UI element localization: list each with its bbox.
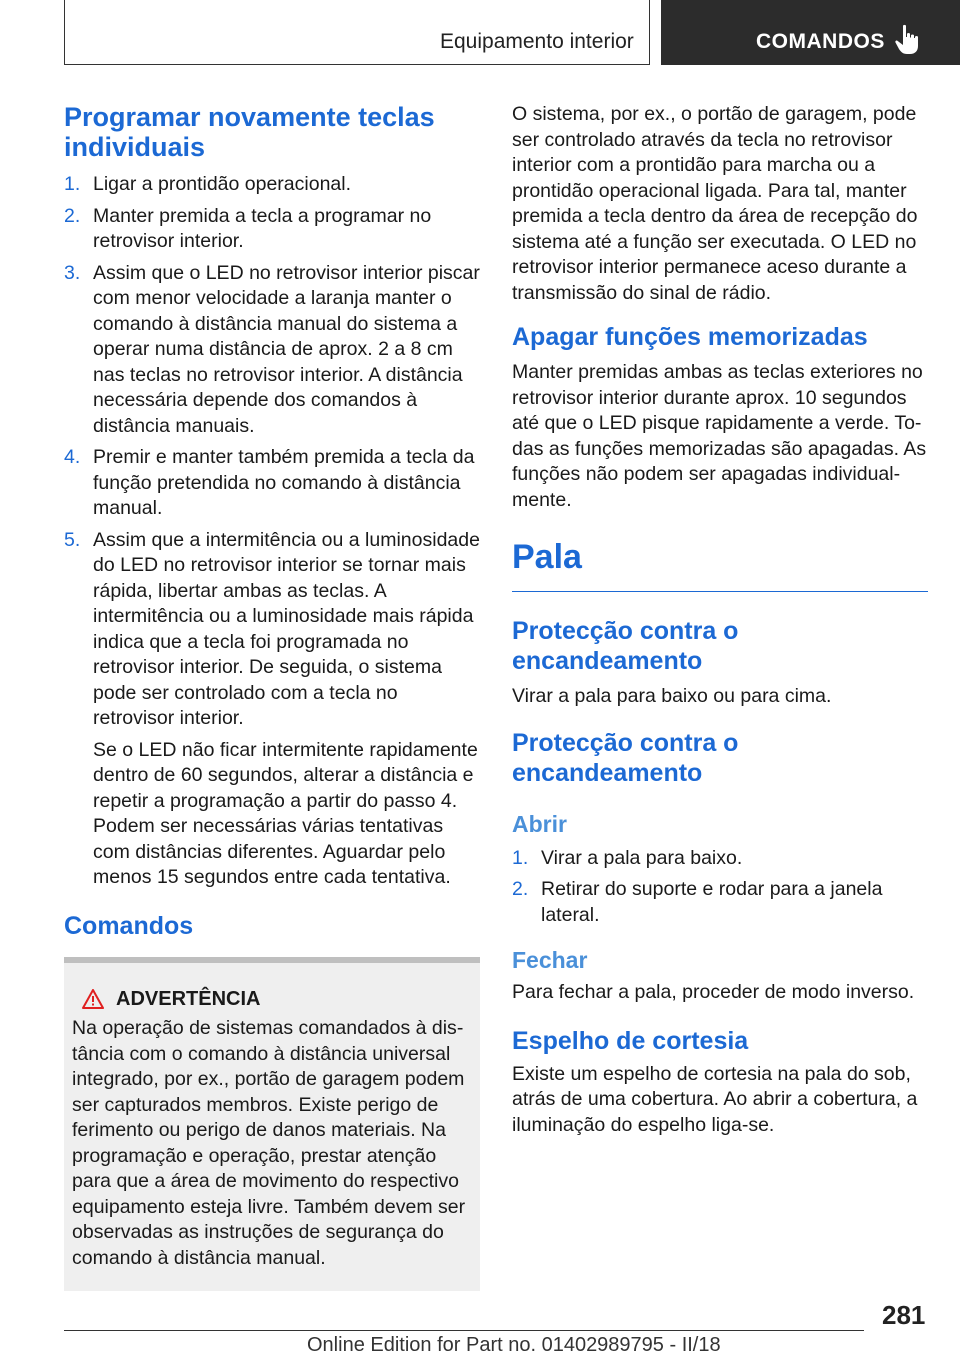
glare-protection-heading: Protecção contra o encandeamento [512,617,739,675]
step-number: 2. [64,204,81,227]
step-text: Ligar a prontidão operacional. [93,173,352,195]
header-chapter-label: COMANDOS [756,30,885,53]
glare-protection-heading-2: Protecção contra o encandeamento [512,728,739,787]
list-item [64,261,480,440]
pala-divider [512,591,928,592]
pala-heading: Pala [512,538,582,576]
warning-box [64,957,480,1292]
footer-divider [64,1330,864,1331]
warning-text: Na operação de sistemas comandados à distância com o comando à distância universal integrado, por ex., portão de garagem podem ser capturados membros. Existe perigo de ferimento ou perigo de danos materiais. Na programação e operação, prestar atenção para que a área de movimento do respectivo equipamento esteja livre. Também devem ser observadas as instruções de segurança do comando à distância manual. [72,1017,466,1269]
warning-header [82,987,470,1013]
close-heading: Fechar [512,947,588,973]
step-text: Premir e manter também premida a tecla da função pretendida no comando à distância manual. [93,446,475,519]
open-heading: Abrir [512,810,567,837]
header-bottom-border [64,64,650,65]
comandos-heading: Comandos [64,911,194,940]
reprogram-steps-list [64,172,480,891]
pointing-hand-icon [894,24,920,56]
footer-edition: Online Edition for Part no. 01402989795 - II/18 [307,1334,721,1356]
step-number: 4. [64,446,81,468]
step-number: 3. [64,261,81,284]
list-item [64,445,480,522]
open-steps-list [512,846,928,929]
header-chapter-tab [661,0,960,65]
warning-label: ADVERTÊNCIA [116,987,261,1010]
left-column [64,102,480,1291]
erase-functions-heading: Apagar funções memorizadas [512,323,868,351]
list-item [64,172,480,198]
erase-functions-text: Manter premidas ambas as teclas exteriores no retrovisor interior durante aprox. 10 segundos até que o LED pisque rapidamente a verde. Todas as funções memorizadas são apagadas. As funções não podem ser apagadas individualmente. [512,361,927,511]
header-separator [649,0,650,65]
header-section-title: Equipamento interior [440,30,634,53]
list-item [512,846,928,872]
step-text: Virar a pala para baixo. [541,846,743,869]
reprogram-keys-heading: Programar novamente teclas individuais [64,102,435,162]
header-left-border [64,0,65,64]
step-number: 2. [512,878,529,900]
step-text: Assim que o LED no retrovisor interior piscar com menor velocidade a laranja manter o comando à distância manual do sistema a operar numa distância de aprox. 2 a 8 cm nas teclas no retrovisor interior. A distância necessária depende dos comandos à distância manuais. [93,261,480,437]
vanity-mirror-heading: Espelho de cortesia [512,1026,749,1055]
list-item [64,528,480,891]
close-text: Para fechar a pala, proceder de modo inverso. [512,981,915,1003]
step-number: 1. [512,846,529,869]
step-number: 1. [64,173,81,195]
step-text: Retirar do suporte e rodar para a janela lateral. [541,878,883,926]
list-item [512,877,928,928]
list-item [64,204,480,255]
glare-protection-text: Virar a pala para baixo ou para cima. [512,685,832,707]
warning-triangle-icon [82,989,104,1009]
garage-intro-text: O sistema, por ex., o portão de garagem, pode ser controlado através da tecla no retrovisor interior com a prontidão para marcha ou a prontidão operacional ligada. Para tal, manter premida a tecla dentro da área de recepção do sistema até a função ser executada. O LED no retrovisor interior permanece aceso durante a transmissão do sinal de rádio. [512,103,918,304]
step-number: 5. [64,528,81,551]
right-column [512,102,928,1138]
step-text: Manter premida a tecla a programar no retrovisor interior. [93,204,432,252]
step-note: Se o LED não ficar intermitente rapidamente dentro de 60 segundos, alterar a distância e repetir a programação a partir do passo 4. Podem ser necessárias várias tentativas com distâncias diferentes. Aguardar pelo menos 15 segundos entre cada tentativa. [93,738,478,888]
page-number: 281 [882,1300,926,1330]
vanity-mirror-text: Existe um espelho de cortesia na pala do sob, atrás de uma cobertura. Ao abrir a cobertura, a iluminação do espelho liga-se. [512,1062,918,1136]
step-text: Assim que a intermitência ou a luminosidade do LED no retrovisor interior se tornar mais rápida, libertar ambas as teclas. A intermitência ou a luminosidade mais rápida indica que a tecla foi programada no retrovisor interior. De seguida, o sistema pode ser controlado com a tecla no retrovisor interior. [93,528,480,729]
